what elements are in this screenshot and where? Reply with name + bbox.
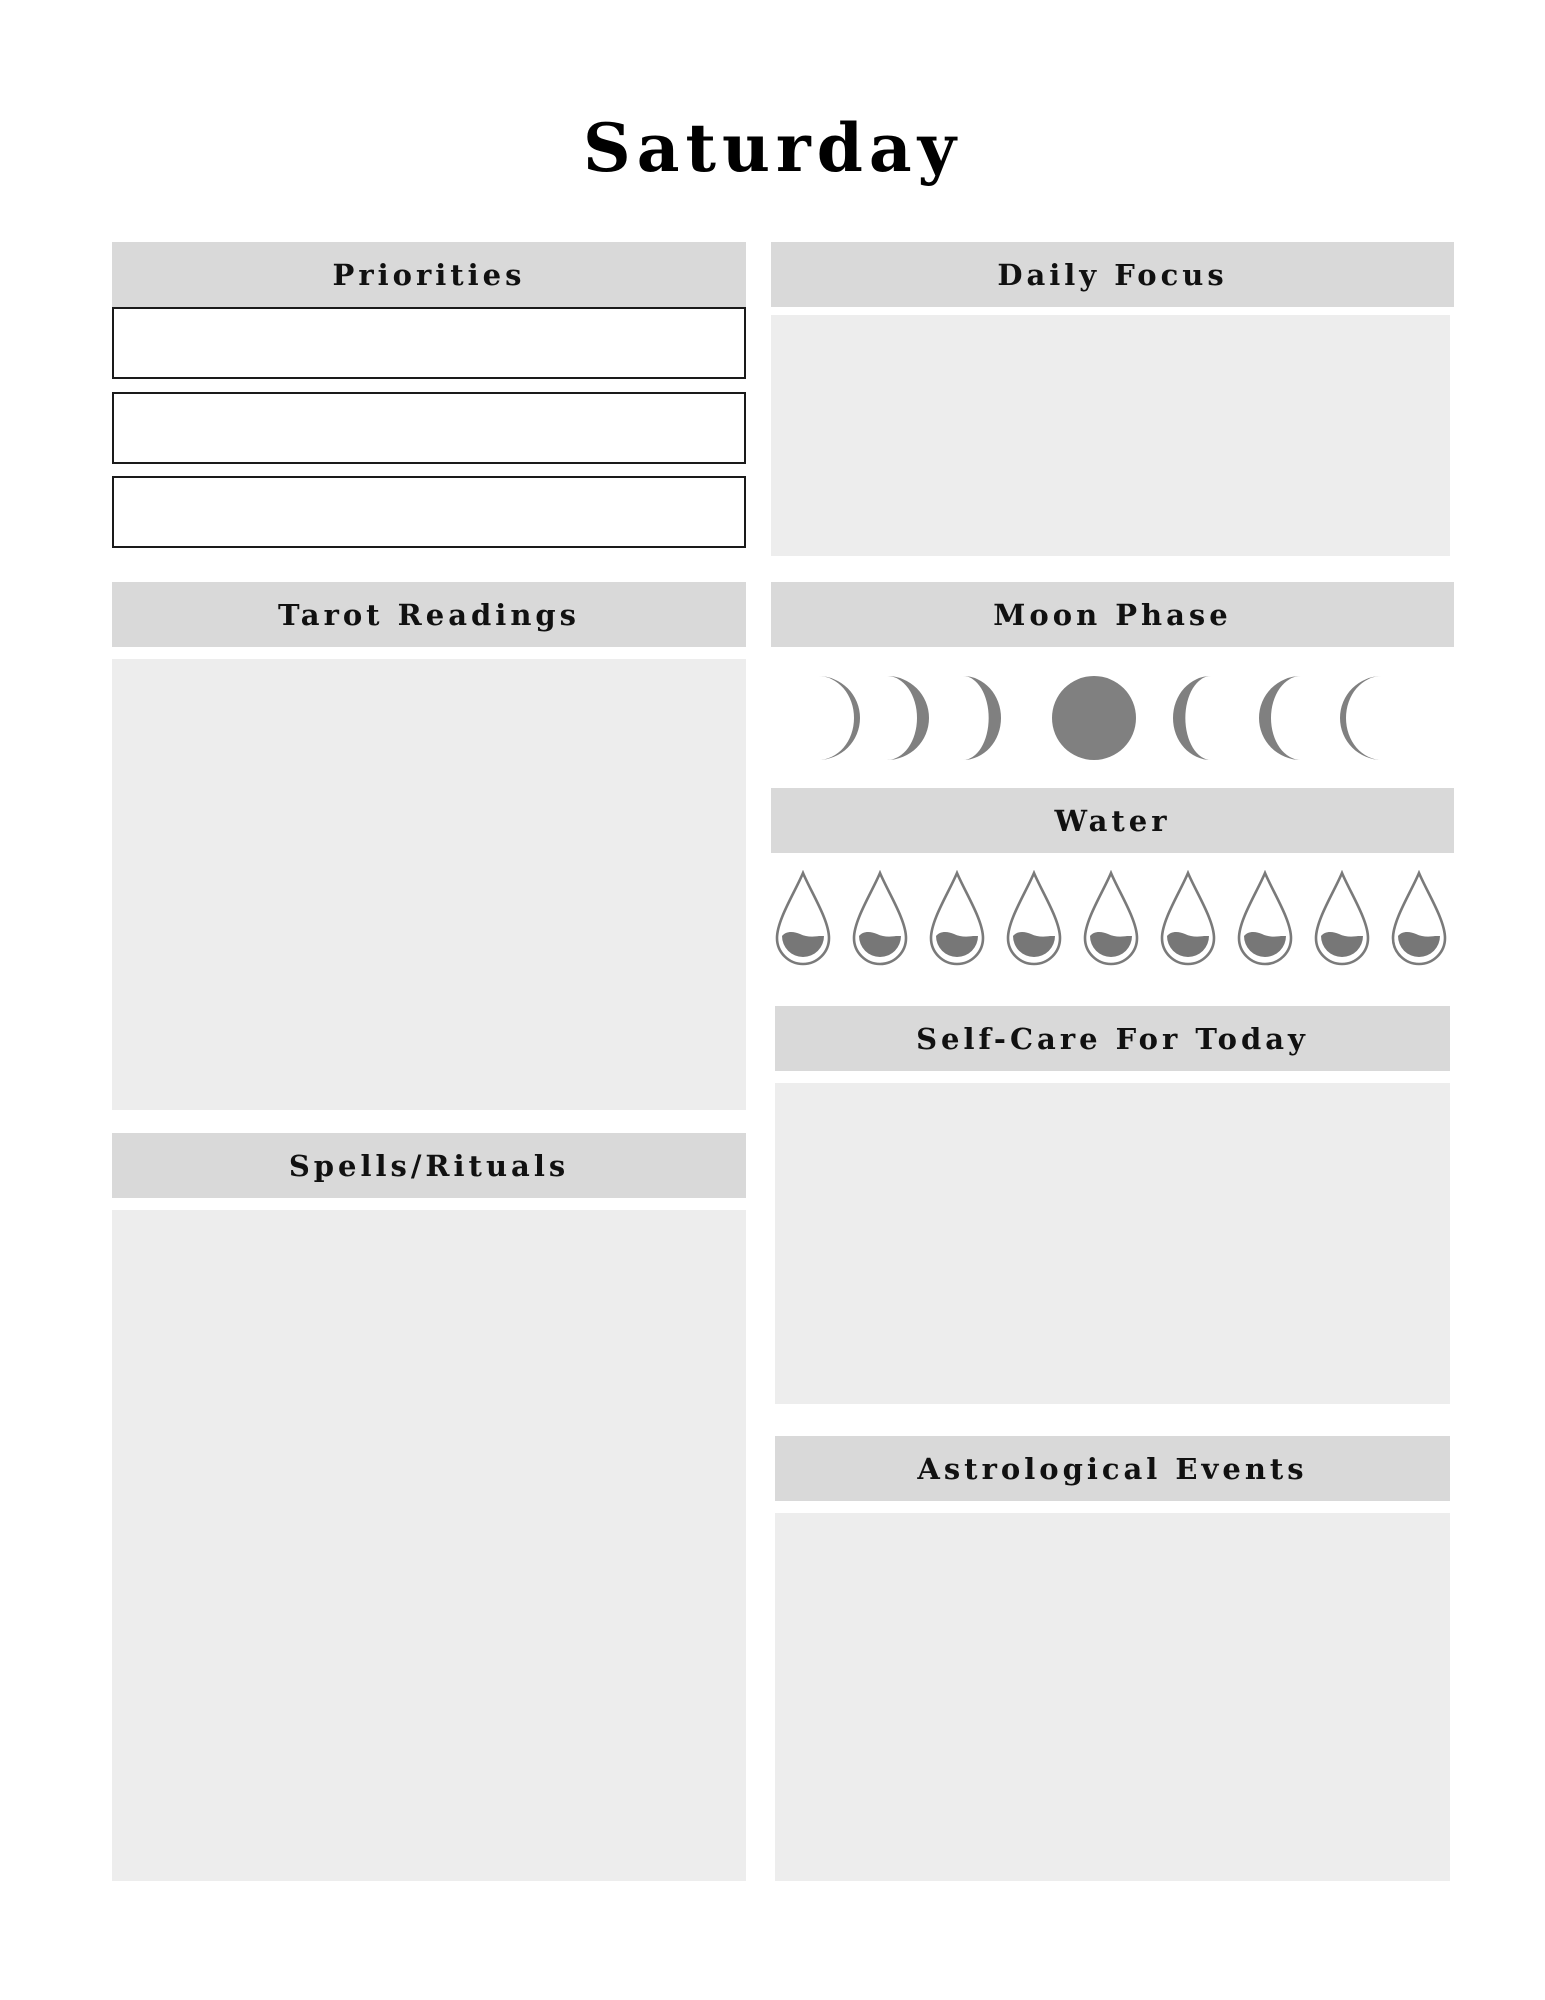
water-header — [771, 788, 1454, 853]
water-drop-icon[interactable] — [1316, 873, 1368, 964]
priorities-label: Priorities — [332, 257, 526, 292]
daily-focus-label: Daily Focus — [997, 257, 1228, 292]
priority-box-3[interactable] — [112, 476, 746, 548]
spells-rituals-header — [112, 1133, 746, 1198]
self-care-label: Self-Care For Today — [916, 1021, 1309, 1056]
moon-phase-label: Moon Phase — [993, 597, 1232, 632]
page-title: Saturday — [583, 109, 962, 187]
self-care-box[interactable] — [775, 1083, 1450, 1404]
priority-box-2[interactable] — [112, 392, 746, 464]
moon-phase-row — [771, 672, 1454, 764]
spells-rituals-label: Spells/Rituals — [288, 1148, 570, 1183]
water-label: Water — [1054, 803, 1171, 838]
moon-phase-header — [771, 582, 1454, 647]
priority-box-1[interactable] — [112, 307, 746, 379]
moon-waning-gibbous-icon — [1173, 676, 1211, 760]
water-drop-icon[interactable] — [1008, 873, 1060, 964]
water-drop-icon[interactable] — [854, 873, 906, 964]
astrological-events-header — [775, 1436, 1450, 1501]
moon-waxing-gibbous-icon — [963, 676, 1001, 760]
tarot-readings-header — [112, 582, 746, 647]
water-drop-icon[interactable] — [1162, 873, 1214, 964]
water-tracker — [768, 870, 1458, 970]
water-drop-icon[interactable] — [777, 873, 829, 964]
moon-waxing-crescent-thick-icon — [887, 676, 929, 760]
water-drop-icon[interactable] — [1393, 873, 1445, 964]
moon-waning-crescent-icon — [1340, 676, 1382, 760]
water-drop-icon[interactable] — [931, 873, 983, 964]
astrological-events-label: Astrological Events — [917, 1451, 1308, 1486]
moon-full-icon — [1052, 676, 1136, 760]
self-care-header — [775, 1006, 1450, 1071]
tarot-readings-label: Tarot Readings — [277, 597, 581, 632]
daily-focus-box[interactable] — [771, 315, 1450, 556]
spells-rituals-box[interactable] — [112, 1210, 746, 1881]
daily-focus-header — [771, 242, 1454, 307]
moon-waxing-crescent-icon — [818, 676, 860, 760]
moon-waning-crescent-thick-icon — [1259, 676, 1301, 760]
water-drop-icon[interactable] — [1085, 873, 1137, 964]
water-drop-icon[interactable] — [1239, 873, 1291, 964]
astrological-events-box[interactable] — [775, 1513, 1450, 1881]
water-drops-graphic — [768, 870, 1458, 970]
priorities-header — [112, 242, 746, 307]
tarot-readings-box[interactable] — [112, 659, 746, 1110]
moon-phases-graphic — [771, 672, 1454, 764]
